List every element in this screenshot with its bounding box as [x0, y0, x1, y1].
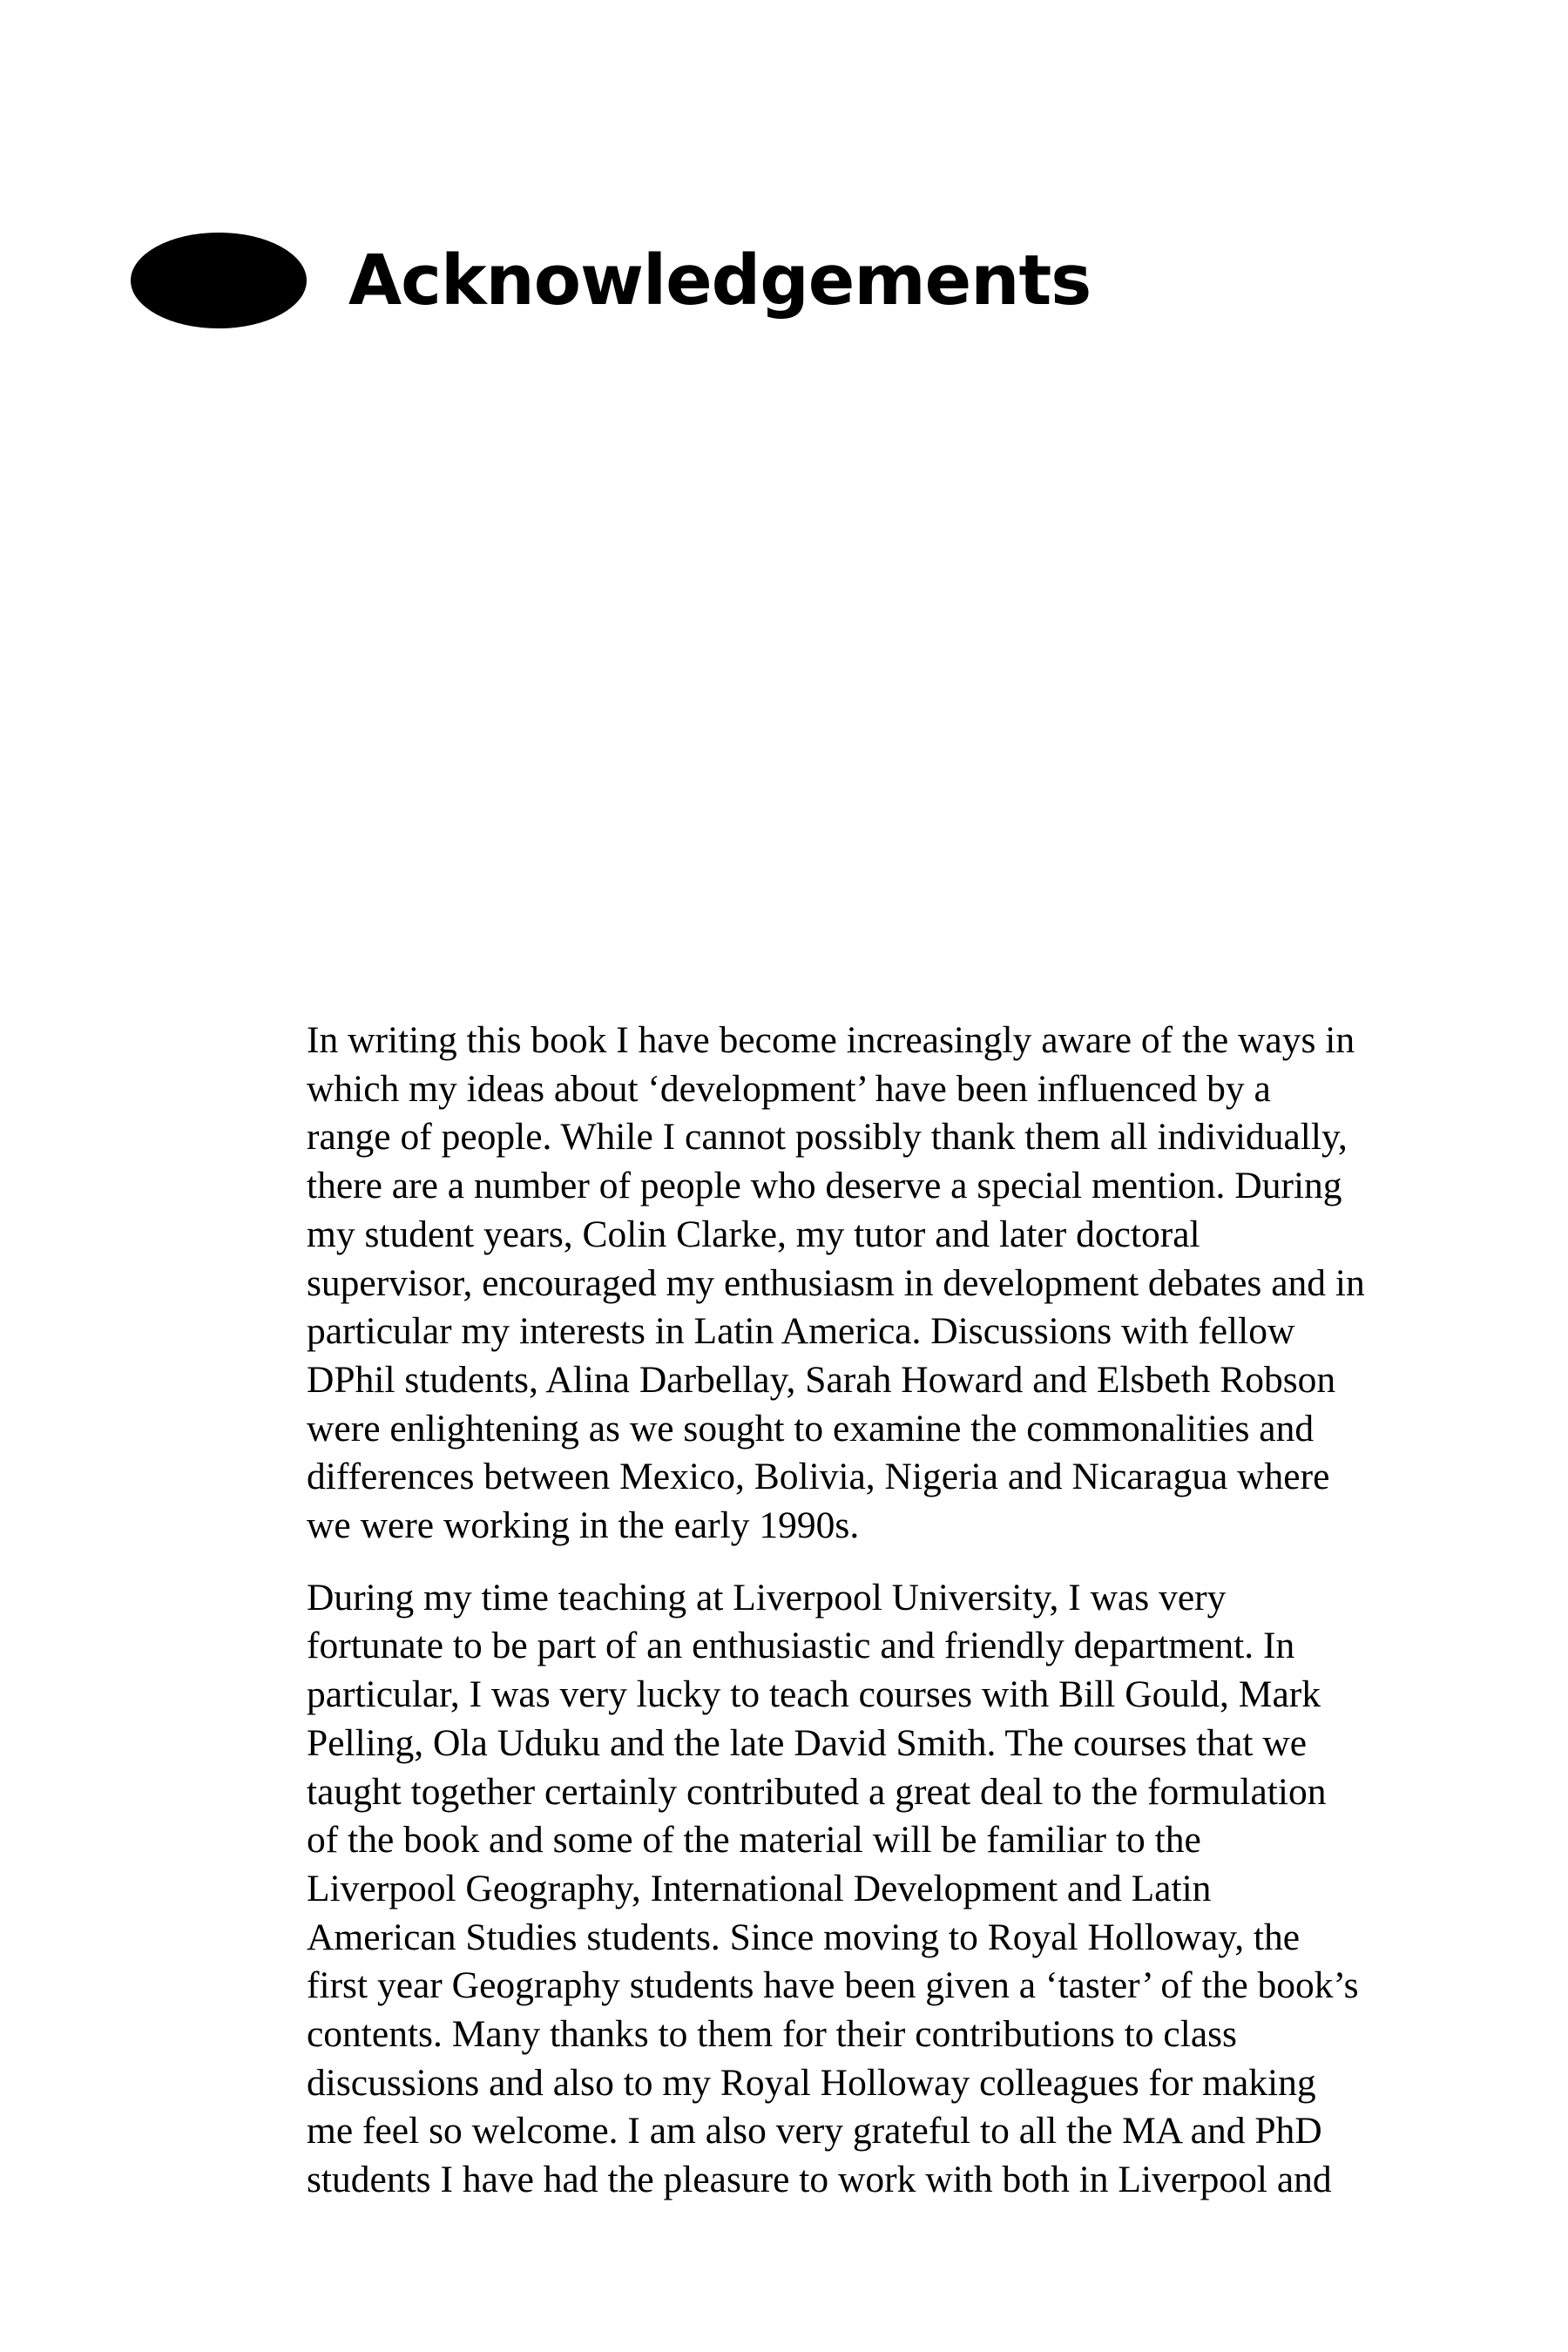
paragraph-line: fortunate to be part of an enthusiastic and friendly department. In: [307, 1625, 1295, 1667]
paragraph-line: which my ideas about ‘development’ have been influenced by a: [307, 1067, 1271, 1110]
paragraph-1: [307, 1017, 1448, 1551]
paragraph-line: range of people. While I cannot possibly thank them all individually,: [307, 1116, 1348, 1159]
paragraph-line: differences between Mexico, Bolivia, Nigeria and Nicaragua where: [307, 1456, 1330, 1498]
paragraph-line: me feel so welcome. I am also very grateful to all the MA and PhD: [307, 2110, 1322, 2153]
paragraph-line: DPhil students, Alina Darbellay, Sarah Howard and Elsbeth Robson: [307, 1358, 1336, 1401]
paragraph-line: contents. Many thanks to them for their contributions to class: [307, 2013, 1237, 2056]
paragraph-line: Pelling, Ola Uduku and the late David Smith. The courses that we: [307, 1721, 1308, 1764]
paragraph-line: we were working in the early 1990s.: [307, 1504, 860, 1547]
body-text: [307, 1017, 1448, 2205]
chapter-title: Acknowledgements: [348, 240, 1092, 321]
paragraph-line: During my time teaching at Liverpool University, I was very: [307, 1576, 1227, 1619]
paragraph-line: American Studies students. Since moving to Royal Holloway, the: [307, 1916, 1301, 1958]
paragraph-line: taught together certainly contributed a great deal to the formulation: [307, 1770, 1327, 1813]
paragraph-line: particular, I was very lucky to teach courses with Bill Gould, Mark: [307, 1673, 1321, 1716]
paragraph-2: [307, 1574, 1448, 2205]
paragraph-line: discussions and also to my Royal Holloway colleagues for making: [307, 2061, 1316, 2104]
paragraph-line: students I have had the pleasure to work with both in Liverpool and: [307, 2159, 1332, 2201]
paragraph-line: In writing this book I have become increasingly aware of the ways in: [307, 1019, 1355, 1061]
paragraph-line: first year Geography students have been given a ‘taster’ of the book’s: [307, 1964, 1359, 2007]
paragraph-line: supervisor, encouraged my enthusiasm in development debates and in: [307, 1261, 1365, 1304]
paragraph-line: particular my interests in Latin America. Discussions with fellow: [307, 1310, 1295, 1353]
paragraph-line: there are a number of people who deserve a special mention. During: [307, 1165, 1342, 1207]
paragraph-line: were enlightening as we sought to examine the commonalities and: [307, 1407, 1315, 1450]
chapter-heading: [131, 228, 1091, 333]
paragraph-line: Liverpool Geography, International Development and Latin: [307, 1867, 1212, 1909]
paragraph-line: of the book and some of the material will be familiar to the: [307, 1819, 1201, 1862]
paragraph-line: my student years, Colin Clarke, my tutor and later doctoral: [307, 1213, 1200, 1255]
chapter-oval-marker: [131, 233, 307, 328]
